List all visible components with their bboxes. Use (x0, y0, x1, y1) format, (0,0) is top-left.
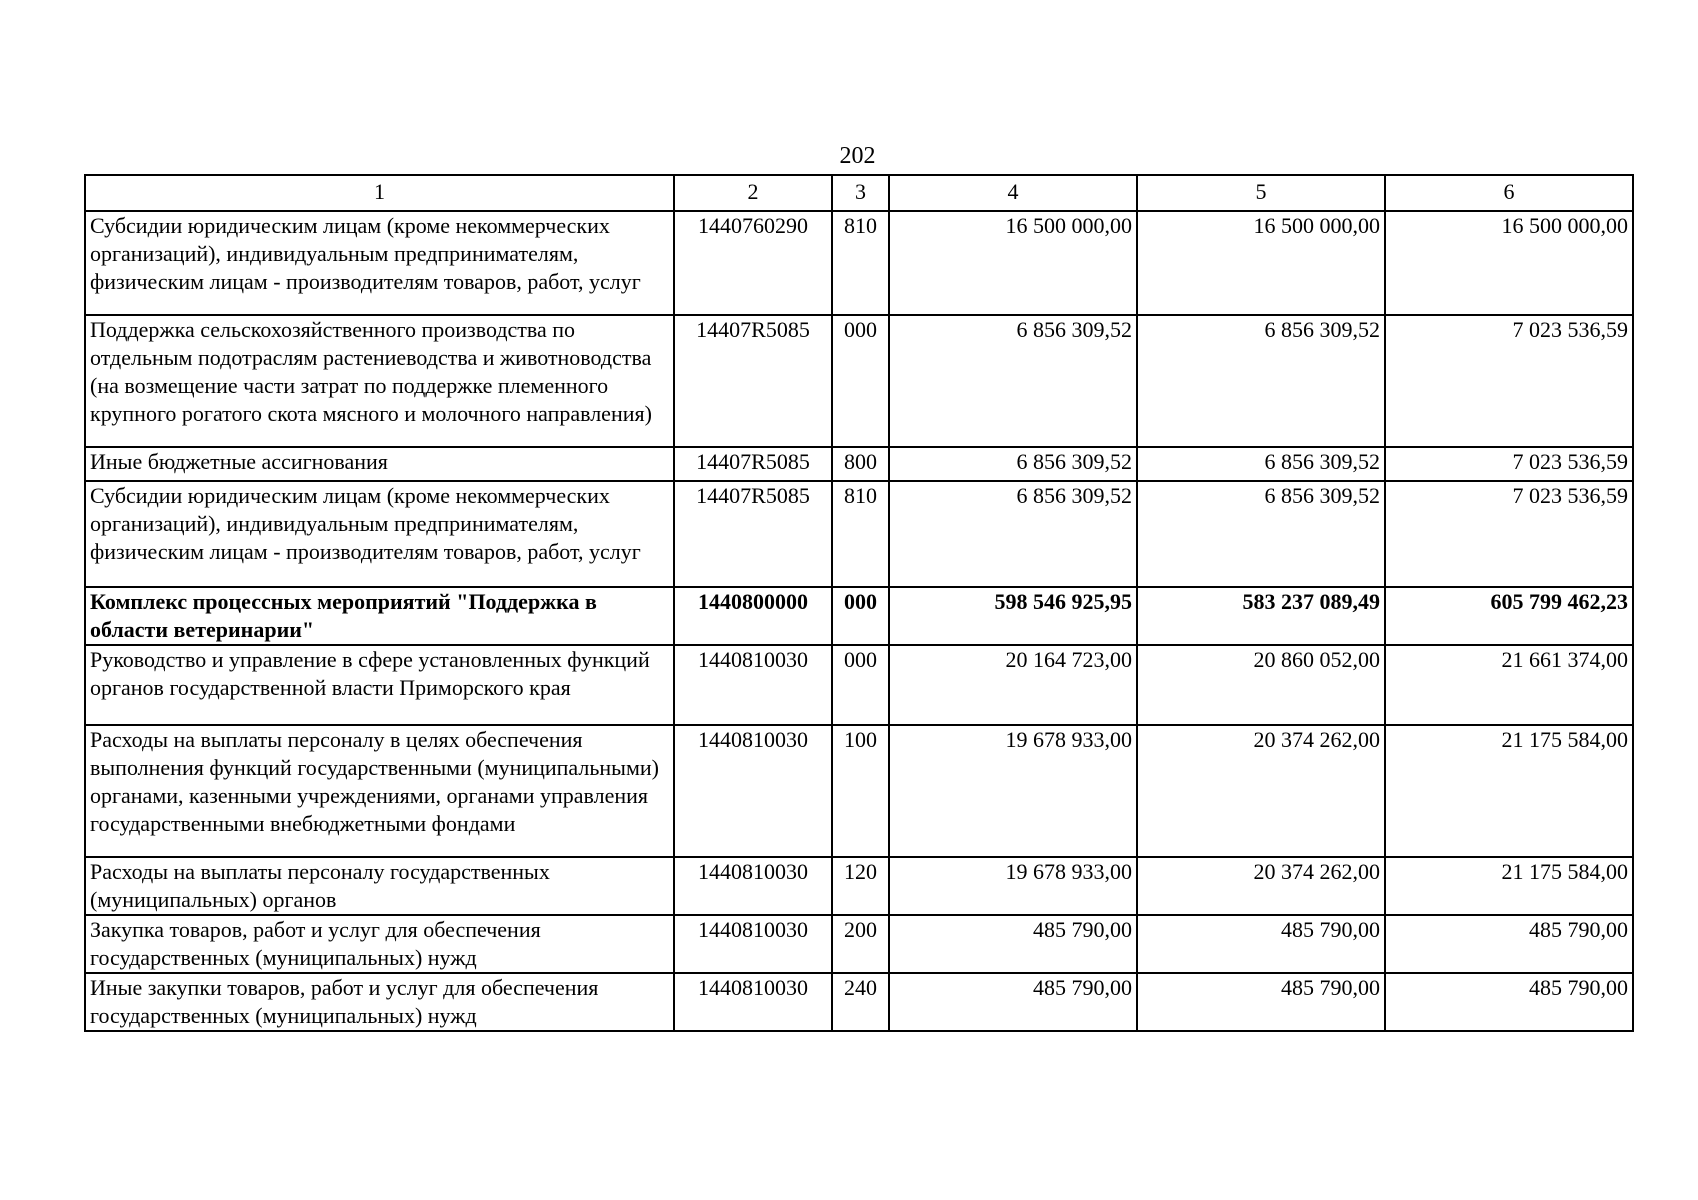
row-amount-col4-cell: 19 678 933,00 (889, 725, 1137, 857)
row-amount-col5-cell: 20 374 262,00 (1137, 725, 1385, 857)
budget-table (84, 174, 1634, 1032)
row-target-article-cell: 1440810030 (674, 973, 832, 1031)
header-col-2: 2 (674, 175, 832, 211)
row-amount-col5-cell: 20 860 052,00 (1137, 645, 1385, 725)
row-amount-col6-cell: 7 023 536,59 (1385, 315, 1633, 447)
row-amount-col5-cell: 16 500 000,00 (1137, 211, 1385, 315)
row-amount-col5-cell: 6 856 309,52 (1137, 481, 1385, 587)
row-target-article-cell: 1440760290 (674, 211, 832, 315)
row-amount-col6-cell: 7 023 536,59 (1385, 447, 1633, 481)
page-number: 202 (839, 143, 876, 169)
row-target-article-cell: 14407R5085 (674, 315, 832, 447)
row-name-cell: Руководство и управление в сфере установленных функций органов государственной власти Приморского края (85, 645, 674, 725)
table-row (85, 915, 1633, 973)
row-target-article-cell: 1440810030 (674, 915, 832, 973)
row-amount-col4-cell: 598 546 925,95 (889, 587, 1137, 645)
row-amount-col6-cell: 21 661 374,00 (1385, 645, 1633, 725)
row-name-cell: Иные бюджетные ассигнования (85, 447, 674, 481)
row-target-article-cell: 14407R5085 (674, 447, 832, 481)
header-col-1: 1 (85, 175, 674, 211)
row-amount-col4-cell: 485 790,00 (889, 915, 1137, 973)
row-expense-type-cell: 240 (832, 973, 889, 1031)
row-name-cell: Расходы на выплаты персоналу в целях обеспечения выполнения функций государственными (муниципальными) органами, казенными учреждениями, органами управления государственными внебюджетными фондами (85, 725, 674, 857)
row-name-cell: Комплекс процессных мероприятий "Поддержка в области ветеринарии" (85, 587, 674, 645)
table-row (85, 211, 1633, 315)
row-expense-type-cell: 100 (832, 725, 889, 857)
row-amount-col6-cell: 21 175 584,00 (1385, 857, 1633, 915)
row-expense-type-cell: 000 (832, 587, 889, 645)
table-row (85, 857, 1633, 915)
row-amount-col6-cell: 605 799 462,23 (1385, 587, 1633, 645)
row-expense-type-cell: 810 (832, 211, 889, 315)
table-row (85, 645, 1633, 725)
header-col-4: 4 (889, 175, 1137, 211)
table-row (85, 315, 1633, 447)
row-name-cell: Субсидии юридическим лицам (кроме некоммерческих организаций), индивидуальным предпринимателям, физическим лицам - производителям товаров, работ, услуг (85, 481, 674, 587)
row-target-article-cell: 1440810030 (674, 725, 832, 857)
header-col-3: 3 (832, 175, 889, 211)
row-amount-col4-cell: 485 790,00 (889, 973, 1137, 1031)
row-amount-col6-cell: 7 023 536,59 (1385, 481, 1633, 587)
row-amount-col6-cell: 485 790,00 (1385, 915, 1633, 973)
row-amount-col4-cell: 6 856 309,52 (889, 447, 1137, 481)
table-row (85, 973, 1633, 1031)
row-expense-type-cell: 810 (832, 481, 889, 587)
row-expense-type-cell: 800 (832, 447, 889, 481)
row-expense-type-cell: 000 (832, 645, 889, 725)
row-amount-col5-cell: 20 374 262,00 (1137, 857, 1385, 915)
header-col-6: 6 (1385, 175, 1633, 211)
row-target-article-cell: 1440810030 (674, 645, 832, 725)
row-amount-col5-cell: 485 790,00 (1137, 915, 1385, 973)
row-amount-col6-cell: 485 790,00 (1385, 973, 1633, 1031)
row-expense-type-cell: 000 (832, 315, 889, 447)
row-name-cell: Расходы на выплаты персоналу государственных (муниципальных) органов (85, 857, 674, 915)
row-amount-col6-cell: 21 175 584,00 (1385, 725, 1633, 857)
table-row (85, 587, 1633, 645)
row-amount-col4-cell: 19 678 933,00 (889, 857, 1137, 915)
row-amount-col4-cell: 16 500 000,00 (889, 211, 1137, 315)
row-name-cell: Поддержка сельскохозяйственного производства по отдельным подотраслям растениеводства и животноводства (на возмещение части затрат по поддержке племенного крупного рогатого скота мясного и молочного направления) (85, 315, 674, 447)
table-body (85, 211, 1633, 1031)
table-row (85, 725, 1633, 857)
row-amount-col5-cell: 6 856 309,52 (1137, 315, 1385, 447)
row-target-article-cell: 1440810030 (674, 857, 832, 915)
row-target-article-cell: 14407R5085 (674, 481, 832, 587)
row-expense-type-cell: 120 (832, 857, 889, 915)
row-amount-col5-cell: 583 237 089,49 (1137, 587, 1385, 645)
table-row (85, 481, 1633, 587)
header-row (85, 175, 1633, 211)
row-target-article-cell: 1440800000 (674, 587, 832, 645)
table-header (85, 175, 1633, 211)
row-expense-type-cell: 200 (832, 915, 889, 973)
row-amount-col5-cell: 485 790,00 (1137, 973, 1385, 1031)
row-amount-col4-cell: 6 856 309,52 (889, 481, 1137, 587)
row-name-cell: Иные закупки товаров, работ и услуг для обеспечения государственных (муниципальных) нужд (85, 973, 674, 1031)
table-row (85, 447, 1633, 481)
row-amount-col6-cell: 16 500 000,00 (1385, 211, 1633, 315)
header-col-5: 5 (1137, 175, 1385, 211)
row-amount-col4-cell: 6 856 309,52 (889, 315, 1137, 447)
row-amount-col5-cell: 6 856 309,52 (1137, 447, 1385, 481)
row-amount-col4-cell: 20 164 723,00 (889, 645, 1137, 725)
row-name-cell: Закупка товаров, работ и услуг для обеспечения государственных (муниципальных) нужд (85, 915, 674, 973)
row-name-cell: Субсидии юридическим лицам (кроме некоммерческих организаций), индивидуальным предпринимателям, физическим лицам - производителям товаров, работ, услуг (85, 211, 674, 315)
